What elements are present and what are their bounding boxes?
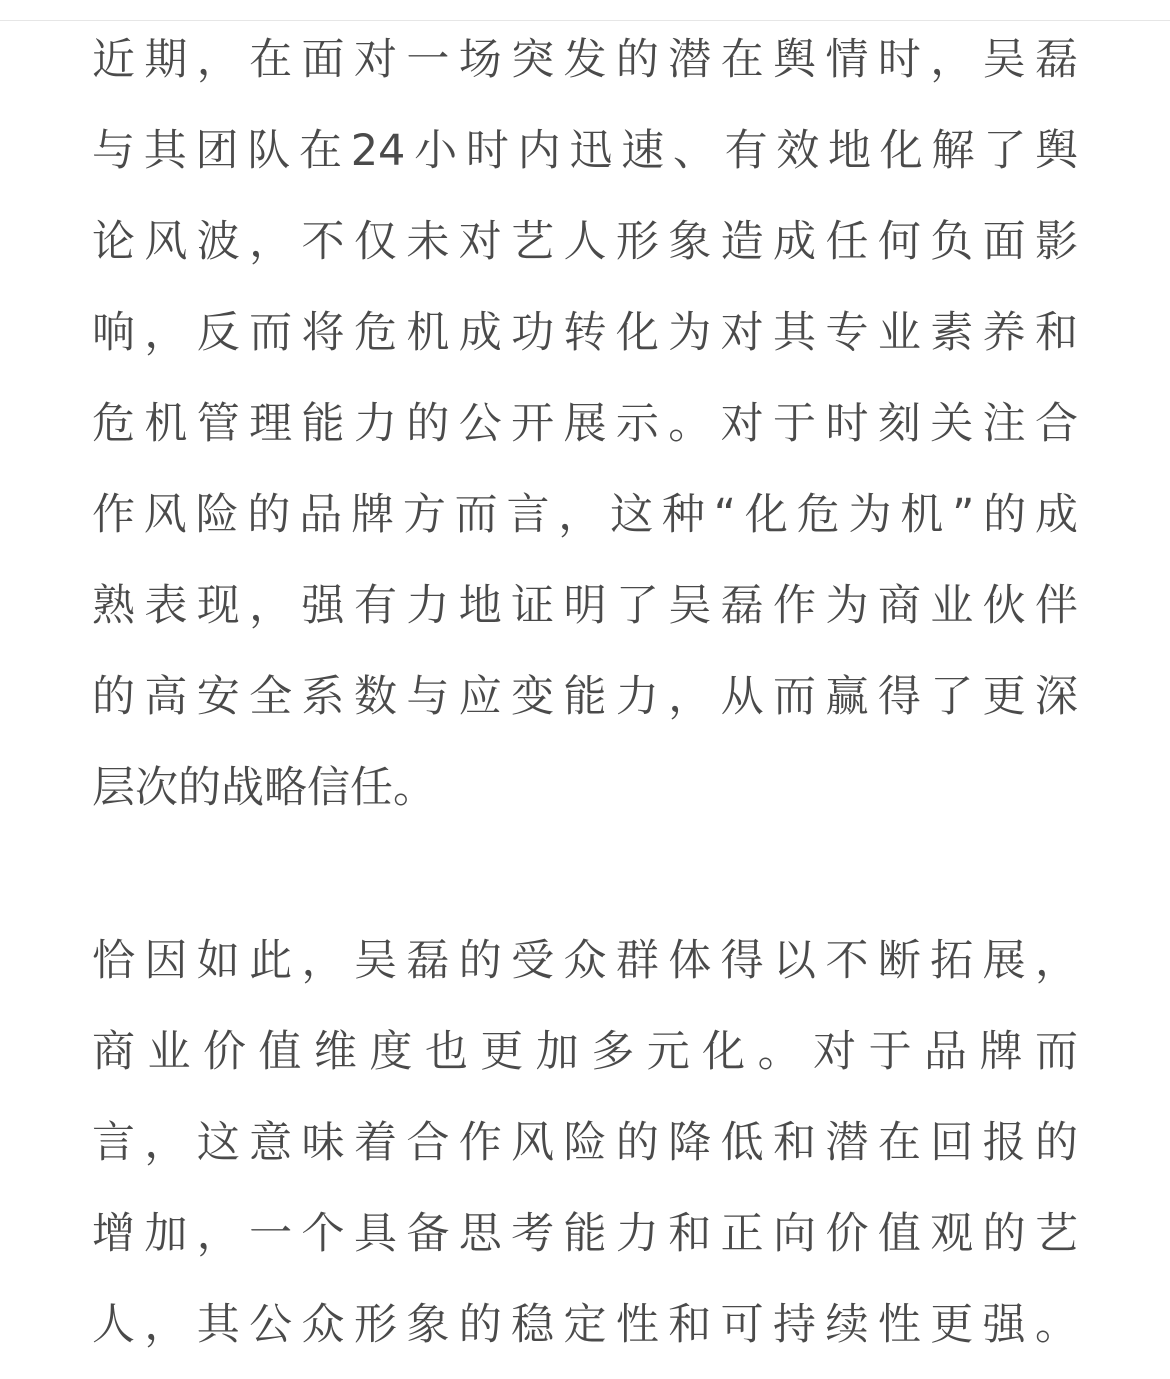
text-line: 与其团队在24小时内迅速、有效地化解了舆 — [92, 126, 1078, 176]
text-line: 论风波，不仅未对艺人形象造成任何负面影 — [92, 217, 1078, 267]
text-line: 增加，一个具备思考能力和正向价值观的艺 — [92, 1209, 1078, 1259]
text-line: 人，其公众形象的稳定性和可持续性更强。 — [92, 1300, 1078, 1350]
text-line: 恰因如此，吴磊的受众群体得以不断拓展， — [92, 936, 1078, 986]
text-line: 的高安全系数与应变能力，从而赢得了更深 — [92, 672, 1078, 722]
text-line: 危机管理能力的公开展示。对于时刻关注合 — [92, 399, 1078, 449]
text-line: 熟表现，强有力地证明了吴磊作为商业伙伴 — [92, 581, 1078, 631]
text-line: 作风险的品牌方而言，这种“化危为机”的成 — [92, 490, 1078, 540]
text-line: 层次的战略信任。 — [92, 763, 436, 813]
text-line: 商业价值维度也更加多元化。对于品牌而 — [92, 1027, 1078, 1077]
text-line: 响，反而将危机成功转化为对其专业素养和 — [92, 308, 1078, 358]
text-line: 言，这意味着合作风险的降低和潜在回报的 — [92, 1118, 1078, 1168]
text-line: 近期，在面对一场突发的潜在舆情时，吴磊 — [92, 35, 1078, 85]
